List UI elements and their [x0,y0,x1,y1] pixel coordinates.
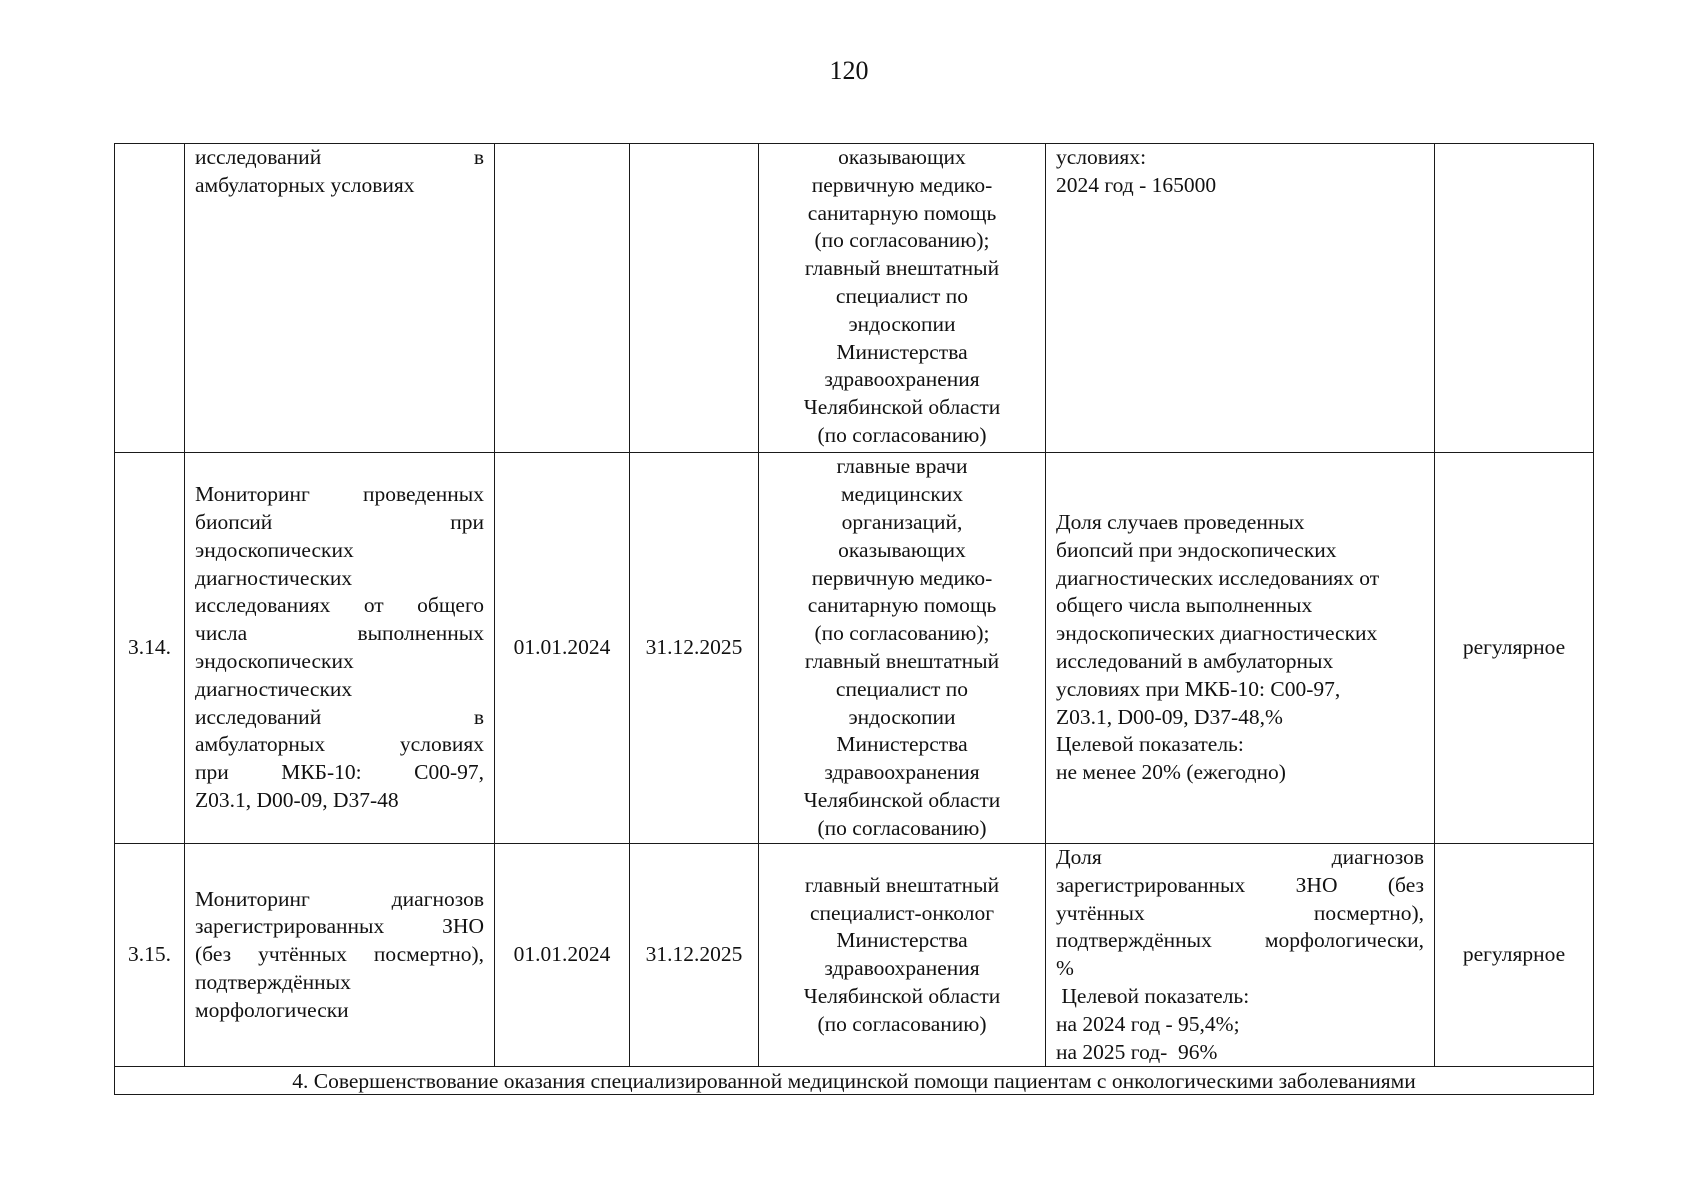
measure-name-line: при МКБ-10: С00-97, [195,760,484,785]
responsible-line: оказывающих [838,537,966,562]
responsible-line: организаций, [841,510,963,535]
responsible-line: (по согласованию) [817,1011,987,1036]
responsible-line: главный внештатный [804,649,1000,673]
row-number-cell [115,144,185,453]
indicator-line: общего числа выполненных [1056,593,1313,618]
responsible-line: Челябинской области [803,787,1001,812]
responsible-line: Министерства [836,732,968,757]
measures-table [114,143,1594,1095]
responsible-line: Челябинской области [803,395,1001,420]
section-heading-row [115,1067,1594,1095]
measure-name-cell [185,453,495,844]
indicator-line: не менее 20% (ежегодно) [1056,760,1286,785]
table-row [115,844,1594,1067]
end-date-cell: 31.12.2025 [630,453,759,844]
measure-name-line: амбулаторных условиях [195,732,484,757]
responsible-line: здравоохранения [824,760,980,785]
responsible-line: здравоохранения [824,367,980,392]
responsible-cell [759,844,1046,1067]
measure-name-line: Мониторинг проведенных [195,482,484,507]
table-row [115,453,1594,844]
periodicity-cell: регулярное [1435,453,1594,844]
indicator-line: на 2025 год- 96% [1056,1039,1218,1064]
end-date-cell: 31.12.2025 [630,844,759,1067]
responsible-line: здравоохранения [824,956,980,981]
responsible-line: главный внештатный [804,872,1000,897]
responsible-line: (по согласованию); [814,228,990,253]
periodicity-cell: регулярное [1435,844,1594,1067]
responsible-line: первичную медико- [811,172,993,197]
measure-name-cell [185,144,495,453]
responsible-line: эндоскопии [848,311,956,336]
responsible-line: главный внештатный [804,256,1000,281]
measure-name-line: подтверждённых [195,970,351,995]
measure-name-line: диагностических [195,565,353,590]
indicator-line: 2024 год - 165000 [1056,172,1217,197]
indicator-line: на 2024 год - 95,4%; [1056,1011,1240,1036]
indicator-line: диагностических исследованиях от [1056,565,1380,590]
responsible-line: специалист по [835,676,969,701]
section-heading: 4. Совершенствование оказания специализированной медицинской помощи пациентам с онкологическими заболеваниями [115,1067,1594,1095]
start-date-cell: 01.01.2024 [495,453,630,844]
measure-name-line: зарегистрированных ЗНО [195,914,484,939]
measure-name-line: эндоскопических [195,649,354,673]
measure-name-line: эндоскопических [195,537,354,562]
responsible-line: специалист по [835,283,969,308]
end-date-cell [630,144,759,453]
measure-name-line: исследований в [195,704,484,729]
page-number: 120 [829,56,869,85]
responsible-line: оказывающих [838,145,966,169]
measure-name-line: морфологически [195,997,349,1022]
measure-name-line: (без учтённых посмертно), [195,942,484,967]
row-number-cell: 3.15. [115,844,185,1067]
measure-name-line: исследований в [195,145,484,169]
indicator-line: эндоскопических диагностических [1056,621,1378,646]
responsible-line: (по согласованию) [817,422,987,447]
indicator-line: подтверждённых морфологически, [1056,928,1424,953]
indicator-line: зарегистрированных ЗНО (без [1056,872,1424,897]
responsible-line: Министерства [836,339,968,364]
responsible-line: первичную медико- [811,565,993,590]
responsible-line: эндоскопии [848,704,956,729]
responsible-cell [759,453,1046,844]
responsible-cell [759,144,1046,453]
indicator-line: Доля диагнозов [1056,845,1424,869]
table-row [115,144,1594,453]
indicator-cell [1046,144,1435,453]
responsible-line: (по согласованию) [817,815,987,840]
responsible-line: главные врачи [836,454,968,479]
measure-name-line: диагностических [195,676,353,701]
periodicity-cell [1435,144,1594,453]
start-date-cell: 01.01.2024 [495,844,630,1067]
responsible-line: (по согласованию); [814,621,990,646]
responsible-line: санитарную помощь [807,200,997,225]
responsible-line: Министерства [836,928,968,953]
indicator-line: условиях: [1056,145,1147,169]
indicator-line: биопсий при эндоскопических [1056,537,1337,562]
indicator-line: Доля случаев проведенных [1056,510,1305,535]
responsible-line: санитарную помощь [807,593,997,618]
measure-name-line: исследованиях от общего [195,593,484,618]
indicator-line: Целевой показатель: [1056,983,1250,1008]
indicator-line: учтённых посмертно), [1056,900,1424,925]
indicator-line: исследований в амбулаторных [1056,649,1334,673]
indicator-line: Целевой показатель: [1056,732,1244,757]
start-date-cell [495,144,630,453]
measure-name-cell [185,844,495,1067]
row-number-cell: 3.14. [115,453,185,844]
measure-name-line: числа выполненных [195,621,484,646]
indicator-cell [1046,453,1435,844]
responsible-line: специалист-онколог [809,900,995,925]
measure-name-line: Z03.1, D00-09, D37-48 [195,787,399,812]
measure-name-line: биопсий при [195,510,484,535]
responsible-line: Челябинской области [803,983,1001,1008]
measure-name-line: амбулаторных условиях [195,172,415,197]
indicator-line: условиях при МКБ-10: С00-97, [1056,676,1341,701]
indicator-cell [1046,844,1435,1067]
indicator-line: % [1056,956,1074,981]
measure-name-line: Мониторинг диагнозов [195,886,484,911]
responsible-line: медицинских [840,482,964,507]
indicator-line: Z03.1, D00-09, D37-48,% [1056,704,1283,729]
